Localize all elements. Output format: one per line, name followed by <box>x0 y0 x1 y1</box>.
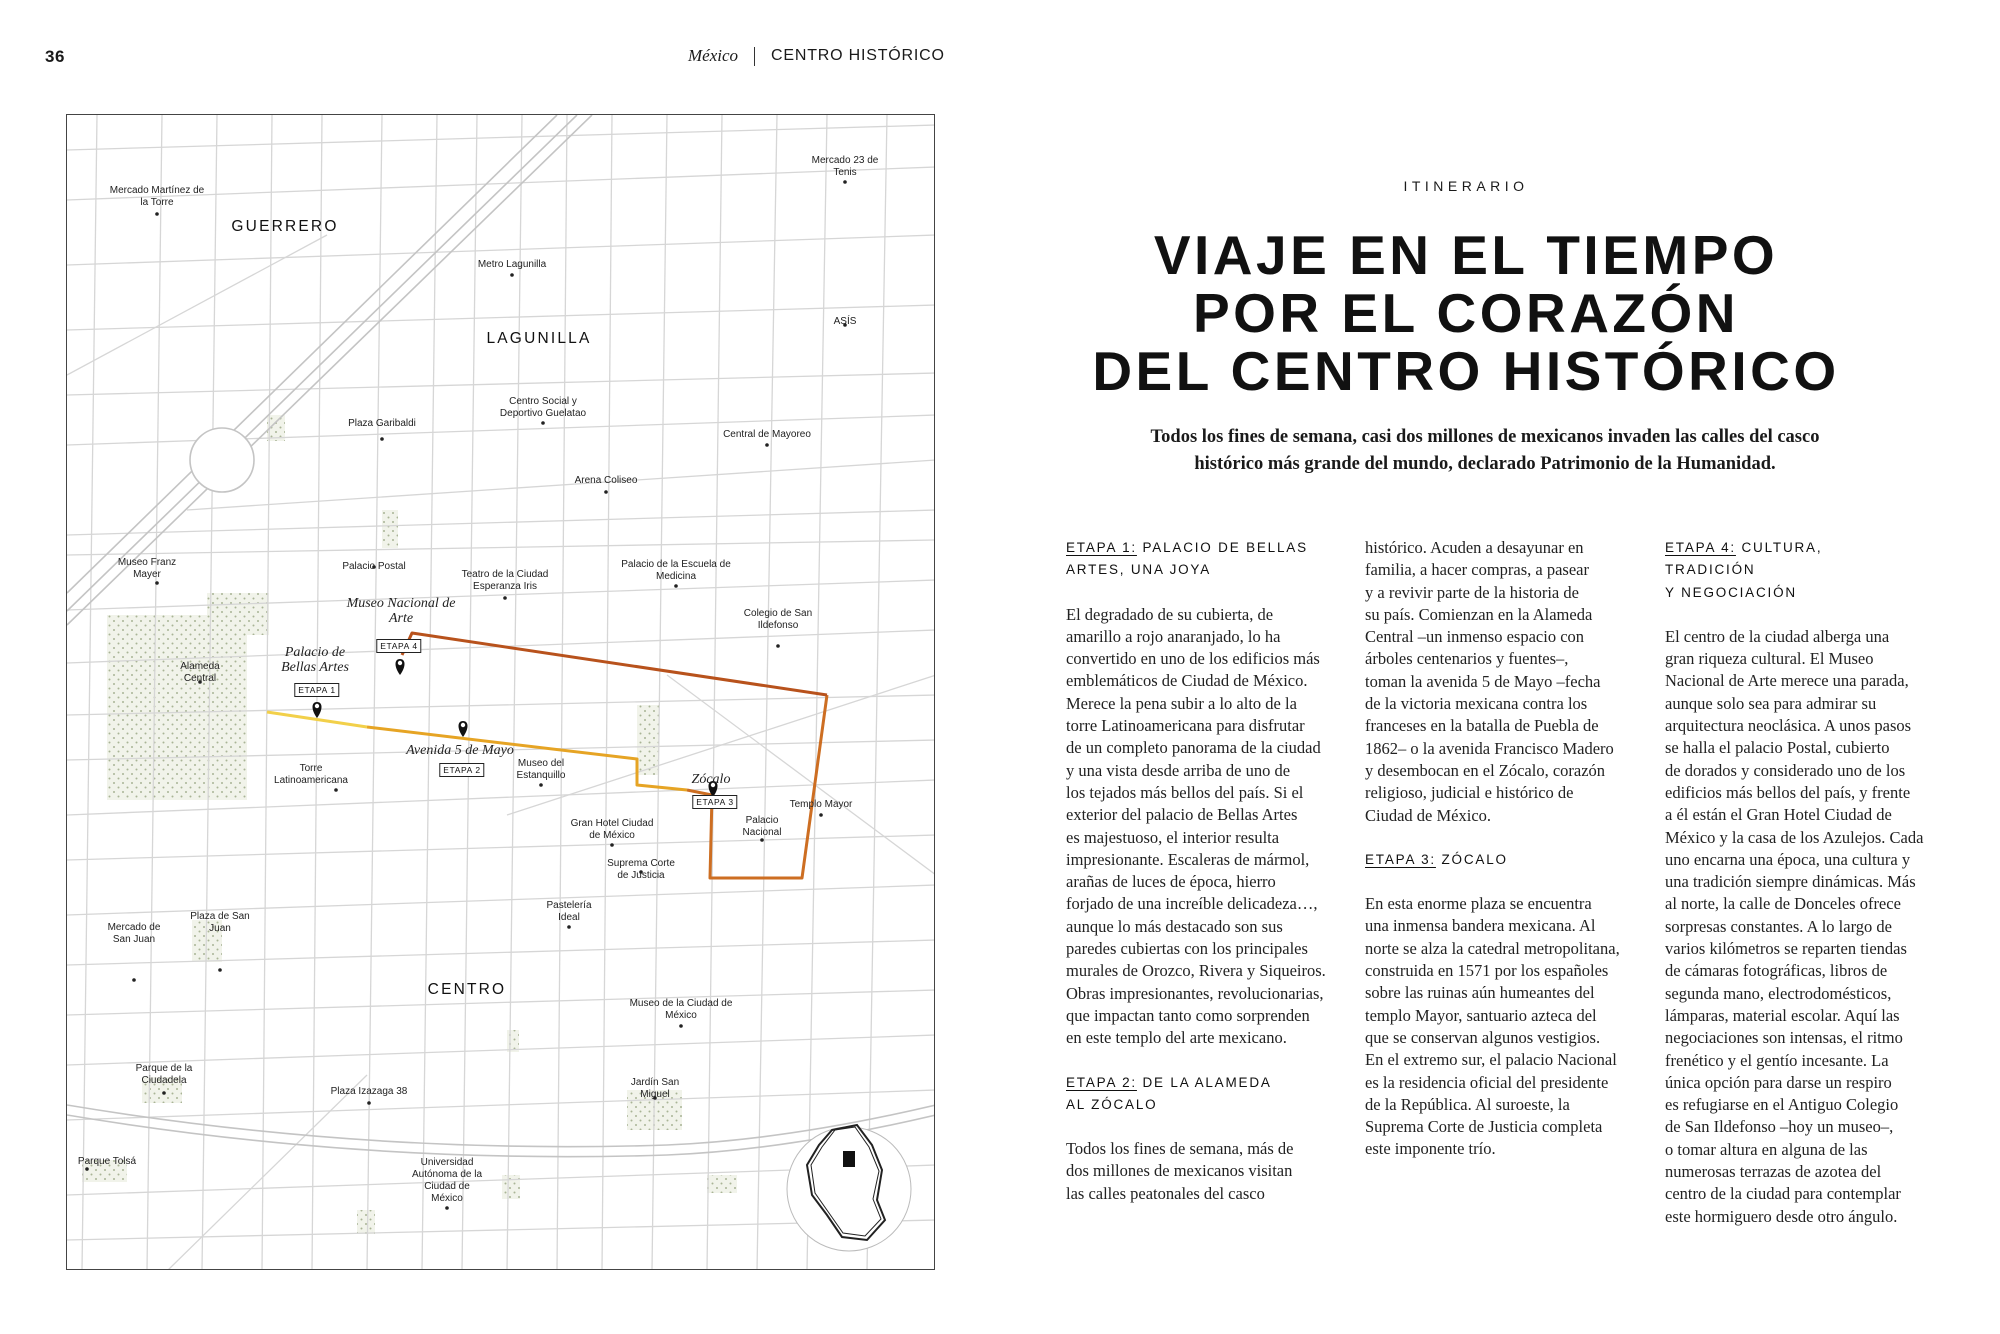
heading-text: AL ZÓCALO <box>1066 1096 1158 1112</box>
body-line: y a revivir parte de la historia de <box>1365 582 1579 602</box>
pin-etapa-4 <box>396 659 405 675</box>
body-line: segunda mano, electrodomésticos, <box>1665 983 1892 1003</box>
body-line: amarillo a rojo anaranjado, lo ha <box>1066 626 1281 646</box>
body-line: de la República. Al suroeste, la <box>1365 1094 1570 1114</box>
body-line: frenético y el gentío incesante. La <box>1665 1050 1889 1070</box>
heading-text: CULTURA, TRADICIÓN <box>1665 540 1823 578</box>
place-label: Mercado Martínez de la Torre <box>109 185 205 208</box>
place-label: Museo del Estanquillo <box>516 758 566 781</box>
body-line: Central –un inmenso espacio con <box>1365 627 1585 647</box>
body-line: aunque solo sea para admirar su <box>1665 693 1877 713</box>
place-label: Parque de la Ciudadela <box>135 1063 193 1086</box>
body-line: 1862– o la avenida Francisco Madero <box>1365 738 1614 758</box>
body-line: sorpresas constantes. A lo largo de <box>1665 916 1892 936</box>
etapa-4-tag: ETAPA 4 <box>376 639 421 653</box>
body-line: paredes cubiertas con los principales <box>1066 939 1308 959</box>
body-line: convertido en uno de los edificios más <box>1066 649 1320 669</box>
place-label: Teatro de la Ciudad Esperanza Iris <box>461 569 549 592</box>
body-text-etapa-2-cont <box>1365 537 1617 827</box>
place-label: Centro Social y Deportivo Guelatao <box>499 396 587 419</box>
article-title <box>1066 226 1866 400</box>
running-header-country: México <box>688 46 739 65</box>
section-heading-etapa-2 <box>1066 1072 1318 1117</box>
body-line: sobre las ruinas aún humeantes del <box>1365 983 1595 1003</box>
body-line: murales de Orozco, Rivera y Siqueiros. <box>1066 961 1326 981</box>
place-label: Pastelería Ideal <box>546 900 592 923</box>
place-label: Suprema Corte de Justicia <box>607 858 675 881</box>
body-line: numerosas terrazas de azotea del <box>1665 1162 1882 1182</box>
body-line: familia, a hacer compras, a pasear <box>1365 560 1589 580</box>
place-label: Metro Lagunilla <box>477 259 547 270</box>
stop-label-5-de-mayo: Avenida 5 de Mayo <box>406 743 514 758</box>
place-label: Palacio de la Escuela de Medicina <box>621 559 731 582</box>
article-kicker: ITINERARIO <box>1403 178 1529 194</box>
body-text-etapa-1 <box>1066 604 1326 1050</box>
body-line: al norte, la calle de Donceles ofrece <box>1665 894 1901 914</box>
heading-etapa-number: ETAPA 2: <box>1066 1074 1137 1090</box>
heading-etapa-number: ETAPA 4: <box>1665 540 1736 555</box>
body-line: histórico. Acuden a desayunar en <box>1365 538 1584 557</box>
heading-text: DE LA ALAMEDA <box>1136 1074 1272 1090</box>
place-label: Jardín San Miguel <box>630 1077 680 1100</box>
body-line: edificios más bellos del país, y frente <box>1665 782 1911 802</box>
heading-text: ARTES, UNA JOYA <box>1066 562 1212 578</box>
body-line: Obras impresionantes, revolucionarias, <box>1066 983 1324 1003</box>
text-column-3 <box>1665 537 1924 1228</box>
section-heading-etapa-4 <box>1665 537 1917 604</box>
body-line: de la victoria mexicana contra los <box>1365 694 1588 714</box>
body-line: este hormiguero desde otro ángulo. <box>1665 1206 1898 1226</box>
place-label: Gran Hotel Ciudad de México <box>570 818 654 841</box>
body-line: árboles centenarios y fuentes–, <box>1365 649 1569 669</box>
body-line: lámparas, material escolar. Aquí las <box>1665 1005 1900 1025</box>
body-text-etapa-2 <box>1066 1138 1318 1205</box>
place-label: Museo de la Ciudad de México <box>629 998 733 1021</box>
neighborhood-label: LAGUNILLA <box>486 330 592 347</box>
place-label: Plaza de San Juan <box>190 911 250 934</box>
stop-label-zocalo: Zócalo <box>691 772 731 787</box>
body-line: exterior del palacio de Bellas Artes <box>1066 805 1298 825</box>
body-line: es refugiarse en el Antiguo Colegio <box>1665 1095 1899 1115</box>
body-line: El centro de la ciudad alberga una <box>1665 626 1890 646</box>
heading-text: PALACIO DE BELLAS <box>1136 540 1308 555</box>
text-column-2 <box>1365 537 1620 1161</box>
body-line: una inmensa bandera mexicana. Al <box>1365 916 1596 936</box>
place-label: Palacio Postal <box>342 561 406 572</box>
stop-label-munal: Museo Nacional de Arte <box>346 596 456 626</box>
section-heading-etapa-3 <box>1365 849 1617 871</box>
place-label: Museo Franz Mayer <box>117 557 177 580</box>
heading-etapa-number: ETAPA 1: <box>1066 540 1137 555</box>
body-line: Ciudad de México. <box>1365 805 1492 825</box>
body-line: única opción para darse un respiro <box>1665 1072 1892 1092</box>
body-line: gran riqueza cultural. El Museo <box>1665 649 1874 669</box>
stop-label-bellas-artes: Palacio de Bellas Artes <box>281 645 349 675</box>
body-line: impresionante. Escaleras de mármol, <box>1066 849 1310 869</box>
place-label: Mercado 23 de Tenis <box>811 155 879 178</box>
etapa-1-tag: ETAPA 1 <box>294 683 339 697</box>
body-text-etapa-3 <box>1365 893 1620 1161</box>
heading-text: Y NEGOCIACIÓN <box>1665 584 1797 600</box>
place-label: Colegio de San Ildefonso <box>743 608 813 631</box>
body-line: de San Ildefonso –hoy un museo–, <box>1665 1117 1894 1137</box>
body-line: El degradado de su cubierta, de <box>1066 604 1274 624</box>
body-line: varios kilómetros se reparten tiendas <box>1665 939 1907 959</box>
title-line: VIAJE EN EL TIEMPO <box>1153 224 1779 286</box>
title-line: DEL CENTRO HISTÓRICO <box>1092 340 1840 402</box>
heading-etapa-number: ETAPA 3: <box>1365 851 1436 867</box>
pin-etapa-2 <box>459 721 468 737</box>
place-label: Plaza Izazaga 38 <box>330 1086 408 1097</box>
body-line: centro de la ciudad para contemplar <box>1665 1184 1901 1204</box>
body-line: es la residencia oficial del presidente <box>1365 1072 1609 1092</box>
body-line: y una vista desde arriba de uno de <box>1066 760 1291 780</box>
body-line: templo Mayor, santuario azteca del <box>1365 1005 1597 1025</box>
running-header <box>688 46 945 66</box>
body-line: negociaciones son intensas, el ritmo <box>1665 1028 1903 1048</box>
section-heading-etapa-1 <box>1066 537 1318 582</box>
body-line: es majestuoso, el interior resulta <box>1066 827 1280 847</box>
street-map-graphic <box>67 115 935 1270</box>
place-label: Torre Latinoamericana <box>274 763 348 786</box>
running-header-section: CENTRO HISTÓRICO <box>771 47 945 64</box>
body-line: religioso, judicial e histórico de <box>1365 783 1574 803</box>
lede-line: Todos los fines de semana, casi dos millones de mexicanos invaden las calles del casco <box>1150 427 1820 447</box>
body-line: se halla el palacio Postal, cubierto <box>1665 738 1890 758</box>
article-lede <box>1110 424 1860 478</box>
body-line: arañas de luces de época, hierro <box>1066 872 1276 892</box>
body-line: a él están el Gran Hotel Ciudad de <box>1665 805 1892 825</box>
body-line: de dorados y considerado uno de los <box>1665 760 1906 780</box>
locator-inset <box>787 1125 911 1251</box>
body-line: aunque lo más destacado son sus <box>1066 916 1283 936</box>
place-label: Parque Tolsá <box>77 1156 137 1167</box>
neighborhood-label: GUERRERO <box>231 218 339 235</box>
pin-etapa-1 <box>313 702 322 718</box>
body-line: las calles peatonales del casco <box>1066 1183 1265 1203</box>
body-line: que impactan tanto como sorprenden <box>1066 1005 1310 1025</box>
body-line: una tradición siempre dinámicas. Más <box>1665 872 1916 892</box>
place-label: Universidad Autónoma de la Ciudad de México <box>411 1157 483 1204</box>
body-line: uno encarna una época, una cultura y <box>1665 849 1911 869</box>
place-label: Mercado de San Juan <box>107 922 161 945</box>
body-line: toman la avenida 5 de Mayo –fecha <box>1365 671 1601 691</box>
text-column-1 <box>1066 537 1326 1205</box>
body-line: que se conservan algunos vestigios. <box>1365 1027 1601 1047</box>
body-line: su país. Comienzan en la Alameda <box>1365 604 1593 624</box>
body-line: construida en 1571 por los españoles <box>1365 961 1609 981</box>
body-line: de cámaras fotográficas, libros de <box>1665 961 1888 981</box>
body-line: forjado de una increíble delicadeza…, <box>1066 894 1318 914</box>
body-line: arquitectura neoclásica. A unos pasos <box>1665 716 1912 736</box>
etapa-3-tag: ETAPA 3 <box>692 795 737 809</box>
title-line: POR EL CORAZÓN <box>1192 282 1740 344</box>
body-line: o tomar altura en alguna de las <box>1665 1139 1868 1159</box>
body-line: En esta enorme plaza se encuentra <box>1365 894 1592 914</box>
body-line: de un completo panorama de la ciudad <box>1066 738 1321 758</box>
body-line: y desembocan en el Zócalo, corazón <box>1365 760 1606 780</box>
body-line: Suprema Corte de Justicia completa <box>1365 1117 1603 1137</box>
body-text-etapa-4 <box>1665 626 1924 1228</box>
body-line: Merece la pena subir a lo alto de la <box>1066 693 1297 713</box>
running-header-divider <box>754 47 755 66</box>
body-line: dos millones de mexicanos visitan <box>1066 1161 1293 1181</box>
body-line: franceses en la batalla de Puebla de <box>1365 716 1599 736</box>
body-line: Nacional de Arte merece una parada, <box>1665 671 1909 691</box>
body-line: México y la casa de los Azulejos. Cada <box>1665 827 1924 847</box>
body-line: en este templo del arte mexicano. <box>1066 1028 1287 1048</box>
body-line: norte se alza la catedral metropolitana, <box>1365 938 1620 958</box>
body-line: Todos los fines de semana, más de <box>1066 1139 1294 1159</box>
etapa-2-tag: ETAPA 2 <box>439 763 484 777</box>
place-label: ASÍS <box>833 316 857 327</box>
lede-line: histórico más grande del mundo, declarado Patrimonio de la Humanidad. <box>1194 454 1776 474</box>
place-label: Alameda Central <box>180 661 220 684</box>
body-line: este imponente trío. <box>1365 1139 1496 1159</box>
place-label: Central de Mayoreo <box>723 429 811 440</box>
body-line: En el extremo sur, el palacio Nacional <box>1365 1050 1617 1070</box>
place-label: Templo Mayor <box>789 799 853 810</box>
page-number: 36 <box>45 47 65 66</box>
heading-text: ZÓCALO <box>1435 851 1508 867</box>
body-line: torre Latinoamericana para disfrutar <box>1066 716 1305 736</box>
place-label: Arena Coliseo <box>574 475 638 486</box>
body-line: emblemáticos de Ciudad de México. <box>1066 671 1308 691</box>
neighborhood-label: CENTRO <box>427 981 507 998</box>
place-label: Plaza Garibaldi <box>348 418 416 429</box>
place-label: Palacio Nacional <box>742 815 782 838</box>
itinerary-map <box>66 114 935 1270</box>
body-line: los tejados más bellos del país. Si el <box>1066 782 1304 802</box>
